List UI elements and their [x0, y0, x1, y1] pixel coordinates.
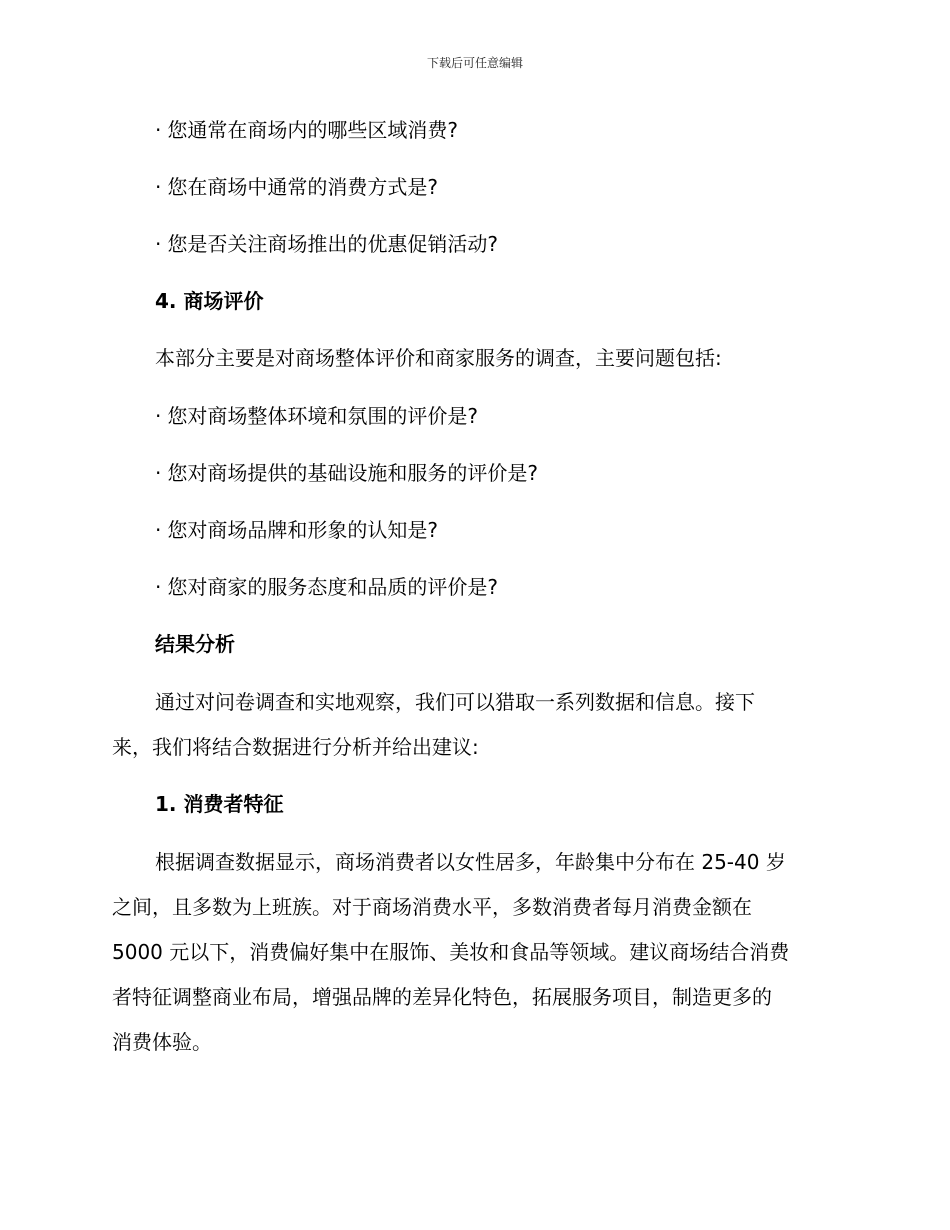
list-item	[155, 116, 458, 144]
header-note: 下载后可任意编辑	[426, 56, 523, 70]
section-heading: 结果分析	[155, 632, 235, 656]
list-item-text: 您对商家的服务态度和品质的评价是?	[167, 575, 498, 599]
bullet-dot: ·	[155, 232, 162, 256]
bullet-dot: ·	[155, 575, 162, 599]
list-item-text: 您通常在商场内的哪些区域消费?	[167, 118, 458, 142]
paragraph-line: 根据调查数据显示，商场消费者以女性居多，年龄集中分布在 25-40 岁	[155, 850, 786, 874]
list-item-text: 您对商场提供的基础设施和服务的评价是?	[167, 461, 538, 485]
list-item-text: 您在商场中通常的消费方式是?	[167, 175, 438, 199]
list-item	[155, 230, 498, 258]
bullet-dot: ·	[155, 404, 162, 428]
list-item-text: 您对商场整体环境和氛围的评价是?	[167, 404, 478, 428]
list-item	[155, 173, 438, 201]
list-item-text: 您是否关注商场推出的优惠促销活动?	[167, 232, 498, 256]
paragraph-line: 消费体验。	[112, 1030, 212, 1054]
list-item	[155, 402, 478, 430]
list-item-text: 您对商场品牌和形象的认知是?	[167, 518, 438, 542]
list-item	[155, 516, 438, 544]
bullet-dot: ·	[155, 461, 162, 485]
section-intro: 本部分主要是对商场整体评价和商家服务的调查，主要问题包括:	[155, 346, 722, 370]
section-heading: 4. 商场评价	[155, 289, 264, 313]
list-item	[155, 459, 538, 487]
list-item	[155, 573, 498, 601]
paragraph-line: 通过对问卷调查和实地观察，我们可以猎取一系列数据和信息。接下	[155, 690, 755, 714]
bullet-dot: ·	[155, 518, 162, 542]
bullet-dot: ·	[155, 118, 162, 142]
section-heading: 1. 消费者特征	[155, 792, 284, 816]
paragraph-line: 来，我们将结合数据进行分析并给出建议:	[112, 735, 479, 759]
bullet-dot: ·	[155, 175, 162, 199]
paragraph-line: 5000 元以下，消费偏好集中在服饰、美妆和食品等领域。建议商场结合消费	[112, 940, 790, 964]
paragraph-line: 之间，且多数为上班族。对于商场消费水平，多数消费者每月消费金额在	[112, 895, 752, 919]
paragraph-line: 者特征调整商业布局，增强品牌的差异化特色，拓展服务项目，制造更多的	[112, 985, 772, 1009]
